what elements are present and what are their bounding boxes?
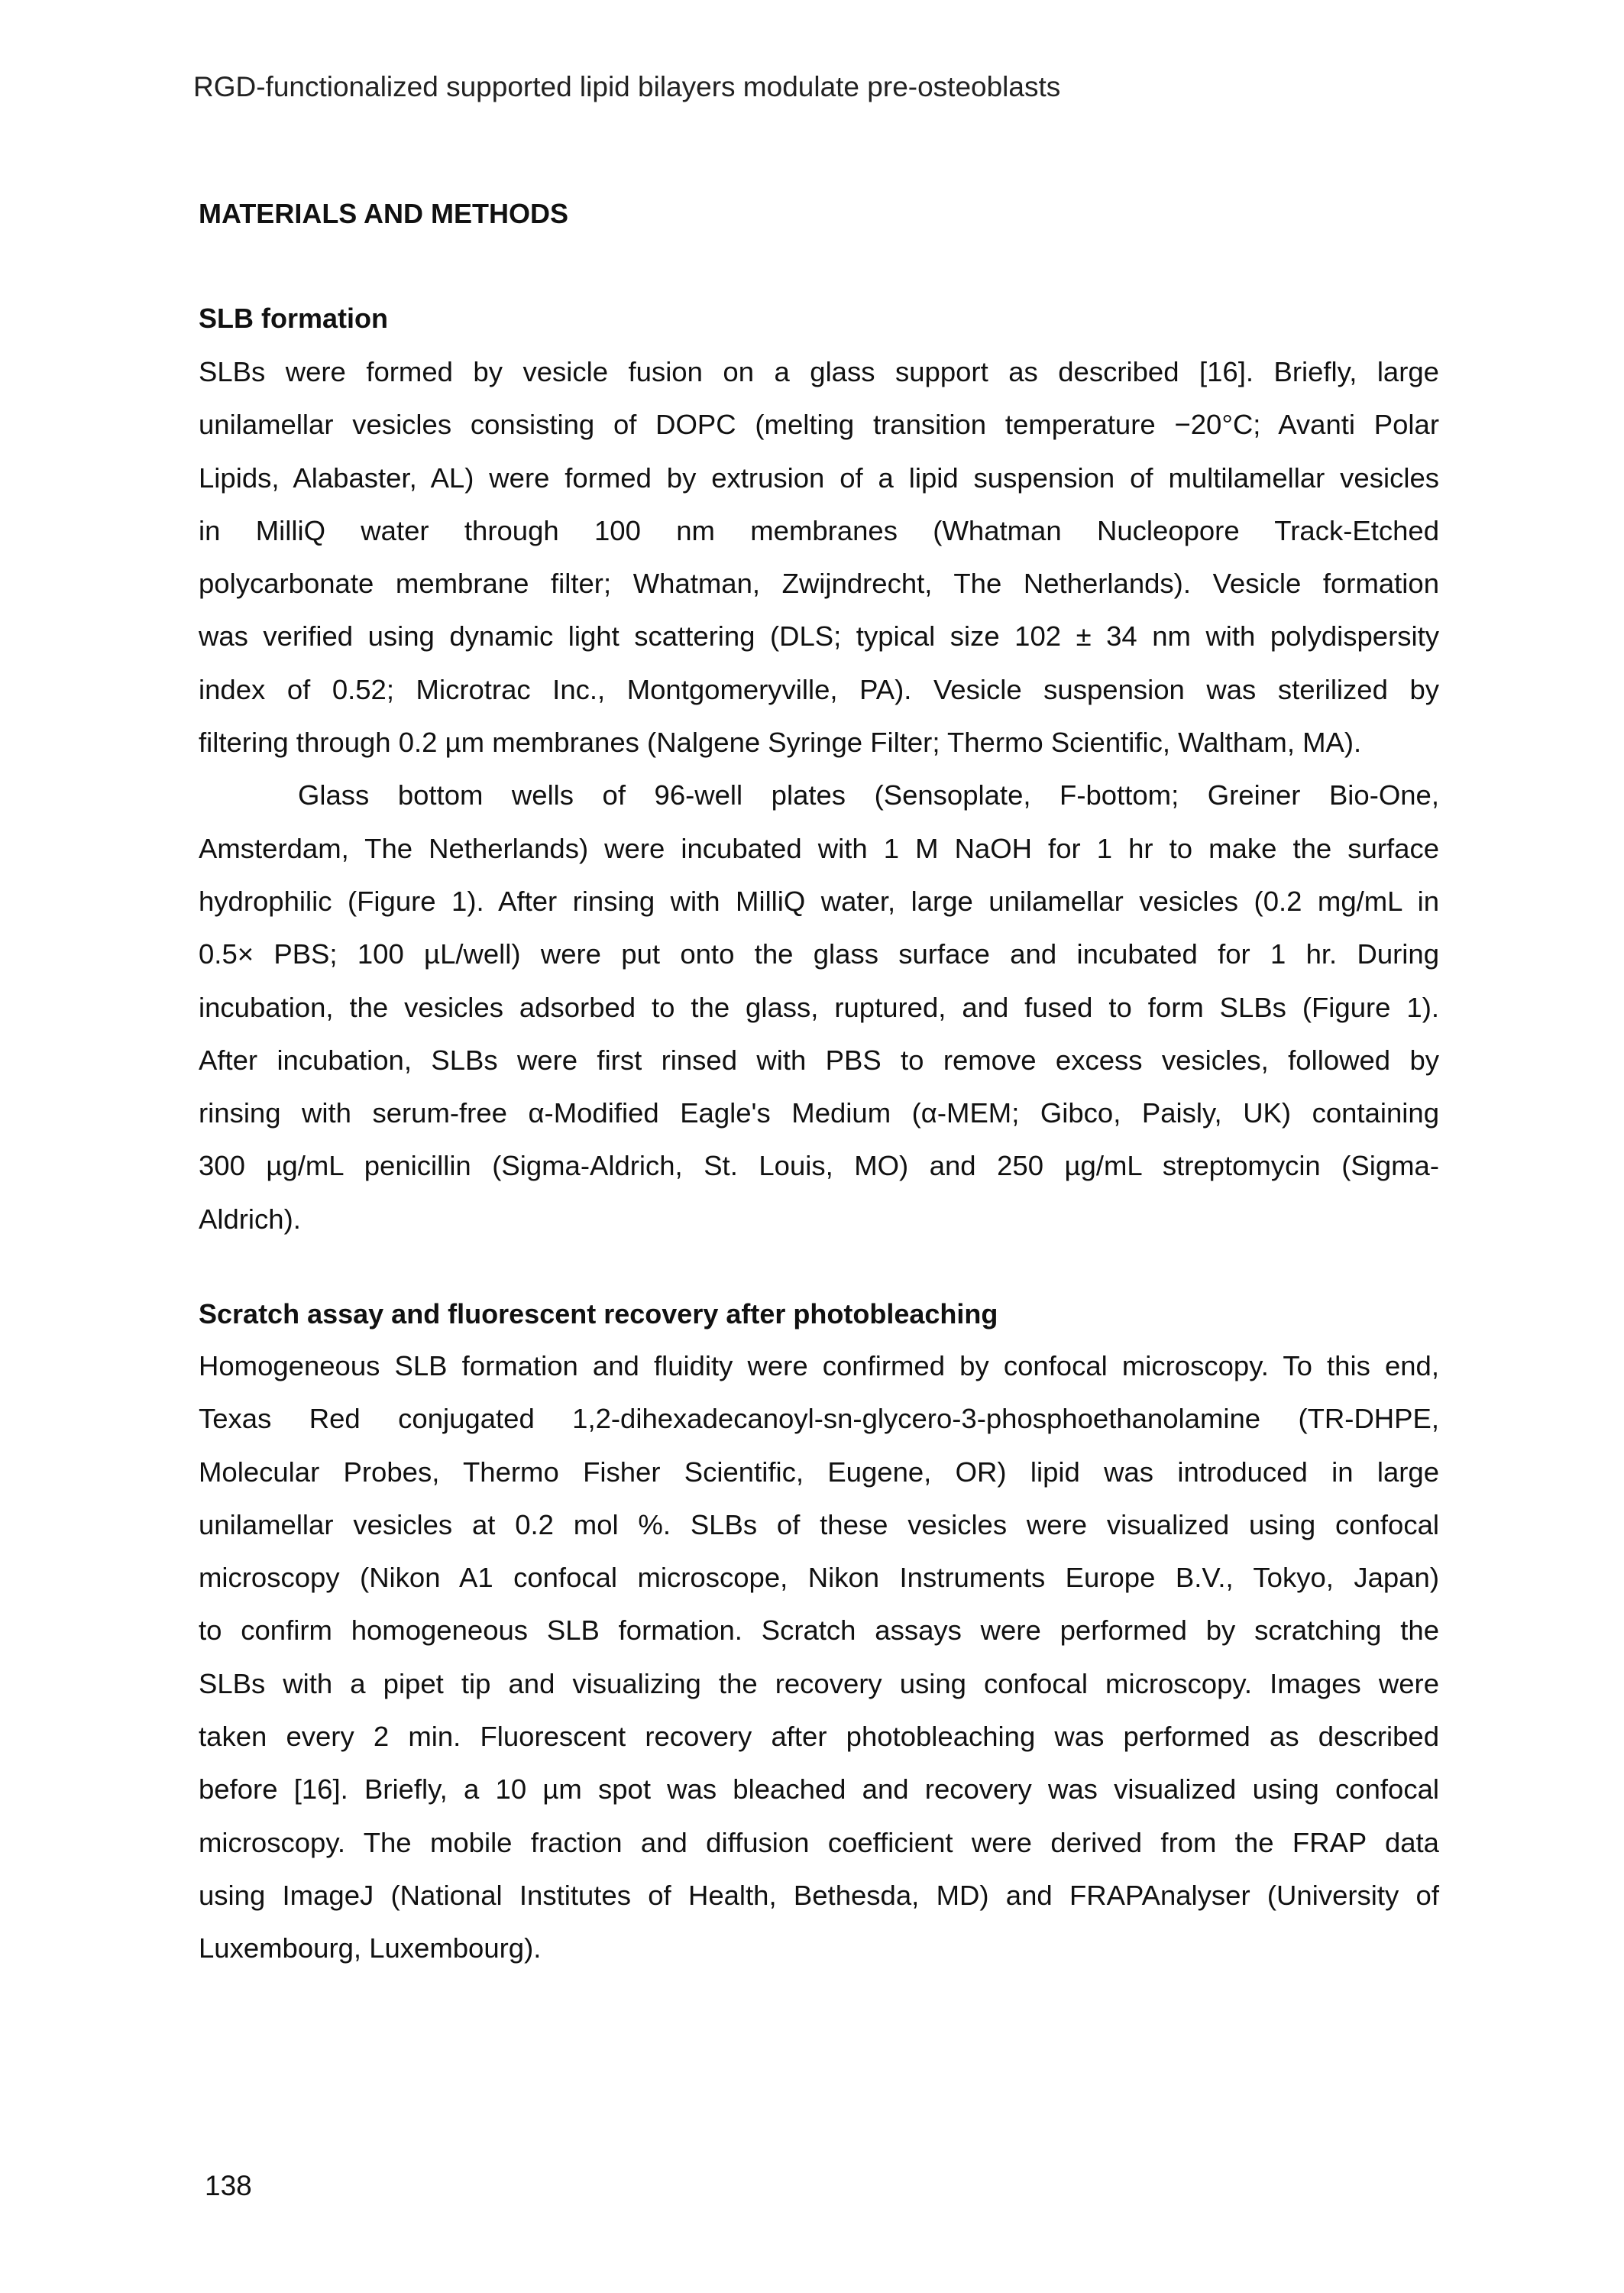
- text-line: unilamellar vesicles at 0.2 mol %. SLBs of these vesicles were visualized using confocal: [199, 1508, 1439, 1540]
- text-line: 300 µg/mL penicillin (Sigma-Aldrich, St. Louis, MO) and 250 µg/mL streptomycin (Sigma-: [199, 1150, 1439, 1182]
- running-head: RGD-functionalized supported lipid bilayers modulate pre-osteoblasts: [193, 71, 1061, 102]
- text-line: Amsterdam, The Netherlands) were incubated with 1 M NaOH for 1 hr to make the surface: [199, 832, 1439, 864]
- page-number: 138: [205, 2170, 252, 2201]
- text-line: Texas Red conjugated 1,2-dihexadecanoyl-sn-glycero-3-phosphoethanolamine (TR-DHPE,: [199, 1403, 1439, 1435]
- paragraph: [199, 769, 1439, 1245]
- text-line: SLBs with a pipet tip and visualizing the recovery using confocal microscopy. Images were: [199, 1667, 1439, 1699]
- subsection-title-scratch-assay: Scratch assay and fluorescent recovery after photobleaching: [199, 1298, 998, 1329]
- paragraph: [199, 345, 1439, 769]
- text-line: in MilliQ water through 100 nm membranes (Whatman Nucleopore Track-Etched: [199, 514, 1439, 546]
- text-line: was verified using dynamic light scattering (DLS; typical size 102 ± 34 nm with polydispersity: [199, 620, 1439, 653]
- text-line: After incubation, SLBs were first rinsed with PBS to remove excess vesicles, followed by: [199, 1044, 1439, 1076]
- text-line: incubation, the vesicles adsorbed to the glass, ruptured, and fused to form SLBs (Figure 1).: [199, 991, 1439, 1023]
- text-line: microscopy. The mobile fraction and diffusion coefficient were derived from the FRAP data: [199, 1826, 1439, 1858]
- text-line: Luxembourg, Luxembourg).: [199, 1932, 542, 1964]
- text-line: taken every 2 min. Fluorescent recovery after photobleaching was performed as described: [199, 1721, 1439, 1753]
- subsection-title-slb-formation: SLB formation: [199, 303, 388, 334]
- text-line: rinsing with serum-free α-Modified Eagle's Medium (α-MEM; Gibco, Paisly, UK) containing: [199, 1097, 1439, 1129]
- text-line: 0.5× PBS; 100 µL/well) were put onto the glass surface and incubated for 1 hr. During: [199, 938, 1439, 970]
- text-line: filtering through 0.2 µm membranes (Nalgene Syringe Filter; Thermo Scientific, Waltham, MA).: [199, 727, 1362, 759]
- subsection-body-scratch-assay: [199, 1339, 1439, 1975]
- section-title: MATERIALS AND METHODS: [199, 198, 568, 229]
- text-line: hydrophilic (Figure 1). After rinsing with MilliQ water, large unilamellar vesicles (0.2 mg/mL in: [199, 885, 1439, 917]
- paragraph: [199, 1339, 1439, 1975]
- text-line: index of 0.52; Microtrac Inc., Montgomeryville, PA). Vesicle suspension was sterilized by: [199, 673, 1439, 705]
- text-line: before [16]. Briefly, a 10 µm spot was bleached and recovery was visualized using confocal: [199, 1773, 1439, 1806]
- text-line: using ImageJ (National Institutes of Health, Bethesda, MD) and FRAPAnalyser (University of: [199, 1879, 1439, 1911]
- text-line: Lipids, Alabaster, AL) were formed by extrusion of a lipid suspension of multilamellar vesicles: [199, 462, 1439, 494]
- text-line: unilamellar vesicles consisting of DOPC (melting transition temperature −20°C; Avanti Polar: [199, 409, 1439, 441]
- text-line: to confirm homogeneous SLB formation. Scratch assays were performed by scratching the: [199, 1614, 1439, 1647]
- text-line: Molecular Probes, Thermo Fisher Scientific, Eugene, OR) lipid was introduced in large: [199, 1456, 1439, 1488]
- text-line: polycarbonate membrane filter; Whatman, Zwijndrecht, The Netherlands). Vesicle formation: [199, 568, 1439, 600]
- text-line: microscopy (Nikon A1 confocal microscope, Nikon Instruments Europe B.V., Tokyo, Japan): [199, 1562, 1439, 1594]
- subsection-body-slb-formation: [199, 345, 1439, 1245]
- text-line: Aldrich).: [199, 1203, 301, 1235]
- text-line: Homogeneous SLB formation and fluidity were confirmed by confocal microscopy. To this end,: [199, 1350, 1439, 1381]
- text-line: SLBs were formed by vesicle fusion on a glass support as described [16]. Briefly, large: [199, 356, 1439, 387]
- text-line: Glass bottom wells of 96-well plates (Sensoplate, F-bottom; Greiner Bio-One,: [298, 779, 1439, 811]
